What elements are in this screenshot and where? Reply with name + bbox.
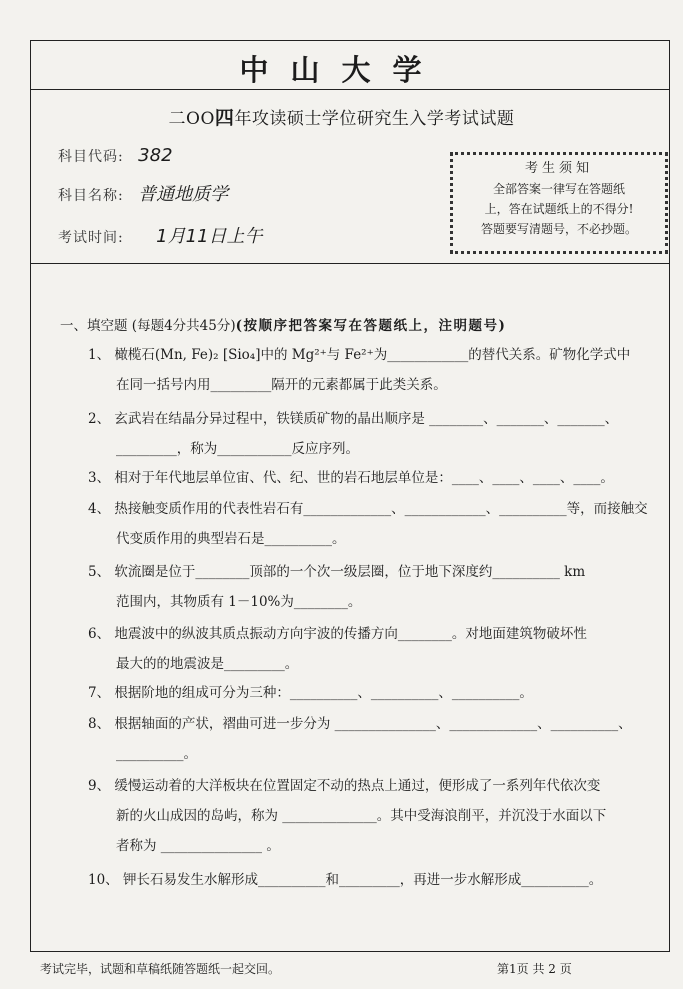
question-5 (88, 557, 648, 617)
exam-time-row (58, 222, 263, 248)
notice-line-3: 答题要写清题号，不必抄题。 (480, 222, 637, 236)
subject-code-row (58, 145, 173, 166)
exam-title-year: 四 (214, 107, 235, 129)
notice-line-1: 全部答案一律写在答题纸 (492, 182, 625, 196)
question-line: 10、 钾长石易发生水解形成__________和_________，再进一步水解形成__________。 (88, 872, 603, 888)
question-line: 者称为 _______________ 。 (116, 838, 280, 854)
question-line: 1、 橄榄石(Mn, Fe)₂ [Sio₄]中的 Mg²⁺与 Fe²⁺为____________的替代关系。矿物化学式中 (88, 347, 631, 363)
question-line: 5、 软流圈是位于________顶部的一个次一级层圈，位于地下深度约__________ km (88, 564, 586, 580)
subject-name-value: 普通地质学 (138, 184, 229, 205)
subject-name-row (58, 180, 228, 206)
divider-bottom (30, 951, 670, 952)
subject-code-value: 382 (138, 145, 173, 166)
university-name: 中山大学 (239, 53, 444, 87)
section-number: 一、填空题 (60, 318, 128, 334)
notice-line-2: 上，答在试题纸上的不得分! (484, 202, 634, 216)
footer-instruction: 考试完毕，试题和草稿纸随答题纸一起交回。 (40, 962, 281, 976)
page-number: 第1页 共 2 页 (497, 962, 572, 976)
question-line: 3、 相对于年代地层单位宙、代、纪、世的岩石地层单位是：____、____、____、____。 (88, 470, 614, 486)
exam-title (0, 103, 683, 130)
question-3 (88, 463, 648, 493)
question-9 (88, 771, 648, 861)
question-7 (88, 678, 648, 708)
question-line: 在同一括号内用_________隔开的元素都属于此类关系。 (116, 377, 447, 393)
question-4 (88, 494, 648, 554)
subject-name-label: 科目名称: (58, 188, 124, 204)
section-heading (60, 314, 506, 334)
question-line: __________。 (116, 746, 197, 762)
question-line: 9、 缓慢运动着的大洋板块在位置固定不动的热点上通过，便形成了一系列年代依次变 (88, 778, 601, 794)
exam-time-label: 考试时间: (58, 230, 124, 246)
question-8 (88, 709, 648, 769)
question-line: 4、 热接触变质作用的代表性岩石有_____________、____________、__________等，而接触交 (88, 501, 648, 517)
exam-time-value: 1月11日上午 (156, 226, 263, 247)
question-line: 最大的的地震波是_________。 (116, 656, 299, 672)
question-1 (88, 340, 648, 400)
divider-middle (30, 263, 670, 264)
question-line: 6、 地震波中的纵波其质点振动方向宇波的传播方向________。对地面建筑物破坏性 (88, 626, 587, 642)
question-line: 代变质作用的典型岩石是__________。 (116, 531, 346, 547)
question-line: _________，称为___________反应序列。 (116, 441, 359, 457)
candidate-notice-box (450, 152, 668, 254)
exam-title-prefix: 二OO (168, 109, 215, 129)
subject-code-label: 科目代码: (58, 149, 124, 165)
question-6 (88, 619, 648, 679)
exam-title-suffix: 年攻读硕士学位研究生入学考试试题 (234, 109, 515, 129)
question-line: 8、 根据轴面的产状，褶曲可进一步分为 _______________、_____________、__________、 (88, 716, 632, 732)
divider-top (30, 89, 670, 90)
question-10 (88, 865, 648, 895)
notice-title: 考生须知 (524, 161, 593, 176)
question-line: 2、 玄武岩在结晶分异过程中，铁镁质矿物的晶出顺序是 ________、_______、_______、 (88, 411, 619, 427)
section-scoring: (每题4分共45分) (131, 318, 236, 334)
question-2 (88, 404, 648, 464)
question-line: 7、 根据阶地的组成可分为三种：__________、__________、__________。 (88, 685, 533, 701)
question-line: 新的火山成因的岛屿，称为 ______________。其中受海浪削平，并沉没于水面以下 (116, 808, 607, 824)
question-line: 范围内，其物质有 1－10%为________。 (116, 594, 362, 610)
section-instruction: (按顺序把答案写在答题纸上，注明题号) (235, 318, 507, 334)
